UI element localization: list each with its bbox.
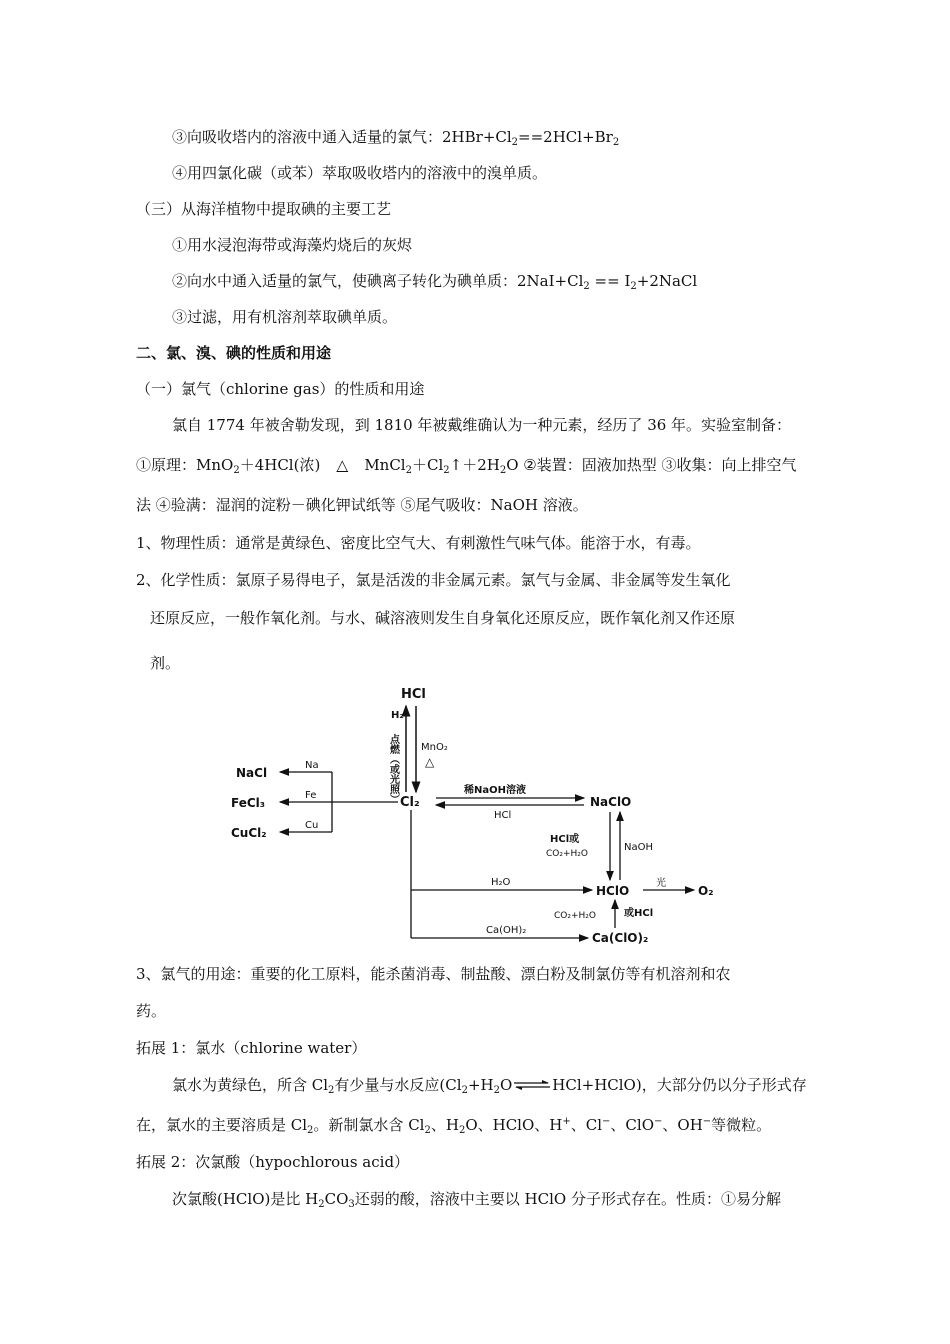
diagram-h2o: H₂O [491,877,511,888]
subsection-chlorine-gas: （一）氯气（chlorine gas）的性质和用途 [136,380,425,398]
diagram-cu: Cu [305,820,319,831]
diagram-fecl3: FeCl₃ [231,796,266,810]
diagram-hcl-top: HCl [401,687,426,702]
paragraph-preparation: ①原理：MnO$_2$＋4HCl(浓) △ $MnCl_2+Cl_2↑+2H_2O$ ②装置：固液加热型 ③收集：向上排空气 [136,456,797,476]
diagram-mno2-label: MnO₂ [421,742,448,753]
chlorine-water-para-1: 氯水为黄绿色，所含 $Cl_2$有少量与水反应($Cl_2+H_2O$ HCl+HClO)，大部分仍以分子形式存 [172,1076,807,1096]
diagram-h2-label: H₂ [391,710,404,721]
diagram-cl2: Cl₂ [400,795,420,810]
chlorine-reaction-diagram [220,684,740,946]
diagram-hclo: HClO [596,884,630,898]
iodine-step-3: ③过滤，用有机溶剂萃取碘单质。 [172,308,398,326]
diagram-hcl-or: HCl或 [550,834,580,845]
uses-2: 药。 [136,1002,167,1020]
chemical-properties-2: 还原反应，一般作氧化剂。与水、碱溶液则发生自身氧化还原反应，既作氧化剂又作还原 [150,609,736,627]
diagram-co2-h2o-2: CO₂+H₂O [554,911,596,921]
diagram-naoh-dilute: 稀NaOH溶液 [464,785,526,796]
iodine-step-1: ①用水浸泡海带或海藻灼烧后的灰烬 [172,236,413,254]
uses-1: 3、氯气的用途：重要的化工原料，能杀菌消毒、制盐酸、漂白粉及制氯仿等有机溶剂和农 [136,965,731,983]
hypochlorous-acid-para: 次氯酸(HClO)是比 $H_2CO_3$还弱的酸，溶液中主要以 HClO 分子形式存在。性质：①易分解 [172,1190,781,1210]
diagram-fe: Fe [305,790,317,801]
bromine-step-4: ④用四氯化碳（或苯）萃取吸收塔内的溶液中的溴单质。 [172,164,548,182]
diagram-light: 光 [656,878,666,889]
section-heading-2: 二、氯、溴、碘的性质和用途 [136,344,332,362]
chlorine-water-para-2: 在，氯水的主要溶质是 $Cl_2$。新制氯水含 $Cl_2$、$H_2O$、HClO、H+、Cl−、ClO−、OH−等微粒。 [136,1116,772,1136]
diagram-caoh2: Ca(OH)₂ [486,925,527,936]
chemical-properties-1: 2、化学性质：氯原子易得电子，氯是活泼的非金属元素。氯气与金属、非金属等发生氧化 [136,571,731,589]
diagram-naclo: NaClO [590,795,632,809]
equilibrium-arrow-icon [512,1078,552,1092]
diagram-co2-h2o-1: CO₂+H₂O [546,849,588,859]
diagram-or-hcl: 或HCl [624,908,654,919]
bromine-step-3: ③向吸收塔内的溶液中通入适量的氯气：$2HBr+Cl_2==2HCl+Br_2$ [172,128,620,148]
diagram-o2: O₂ [698,884,714,898]
physical-properties: 1、物理性质：通常是黄绿色、密度比空气大、有刺激性气味气体。能溶于水，有毒。 [136,534,701,552]
chemical-properties-3: 剂。 [150,654,181,672]
diagram-cucl2: CuCl₂ [231,826,267,840]
paragraph-preparation-cont: 法 ④验满：湿润的淀粉－碘化钾试纸等 ⑤尾气吸收：NaOH 溶液。 [136,496,588,514]
diagram-naoh: NaOH [624,842,653,853]
extension-1-title: 拓展 1：氯水（chlorine water） [136,1039,367,1057]
diagram-caclo2: Ca(ClO)₂ [592,931,649,945]
diagram-hcl-back: HCl [494,810,512,821]
diagram-ignite-label: 点燃（或光照） [387,734,399,804]
extension-2-title: 拓展 2：次氯酸（hypochlorous acid） [136,1153,410,1171]
iodine-step-2: ②向水中通入适量的氯气，使碘离子转化为碘单质：$2NaI+Cl_2$ == $I_2+2NaCl$ [172,272,698,292]
paragraph-history: 氯自 1774 年被舍勒发现，到 1810 年被戴维确认为一种元素，经历了 36 年。实验室制备： [172,416,792,434]
section-iodine-heading: （三）从海洋植物中提取碘的主要工艺 [136,200,392,218]
diagram-na: Na [305,760,319,771]
diagram-nacl: NaCl [236,766,268,780]
diagram-heat-label: △ [425,755,435,769]
